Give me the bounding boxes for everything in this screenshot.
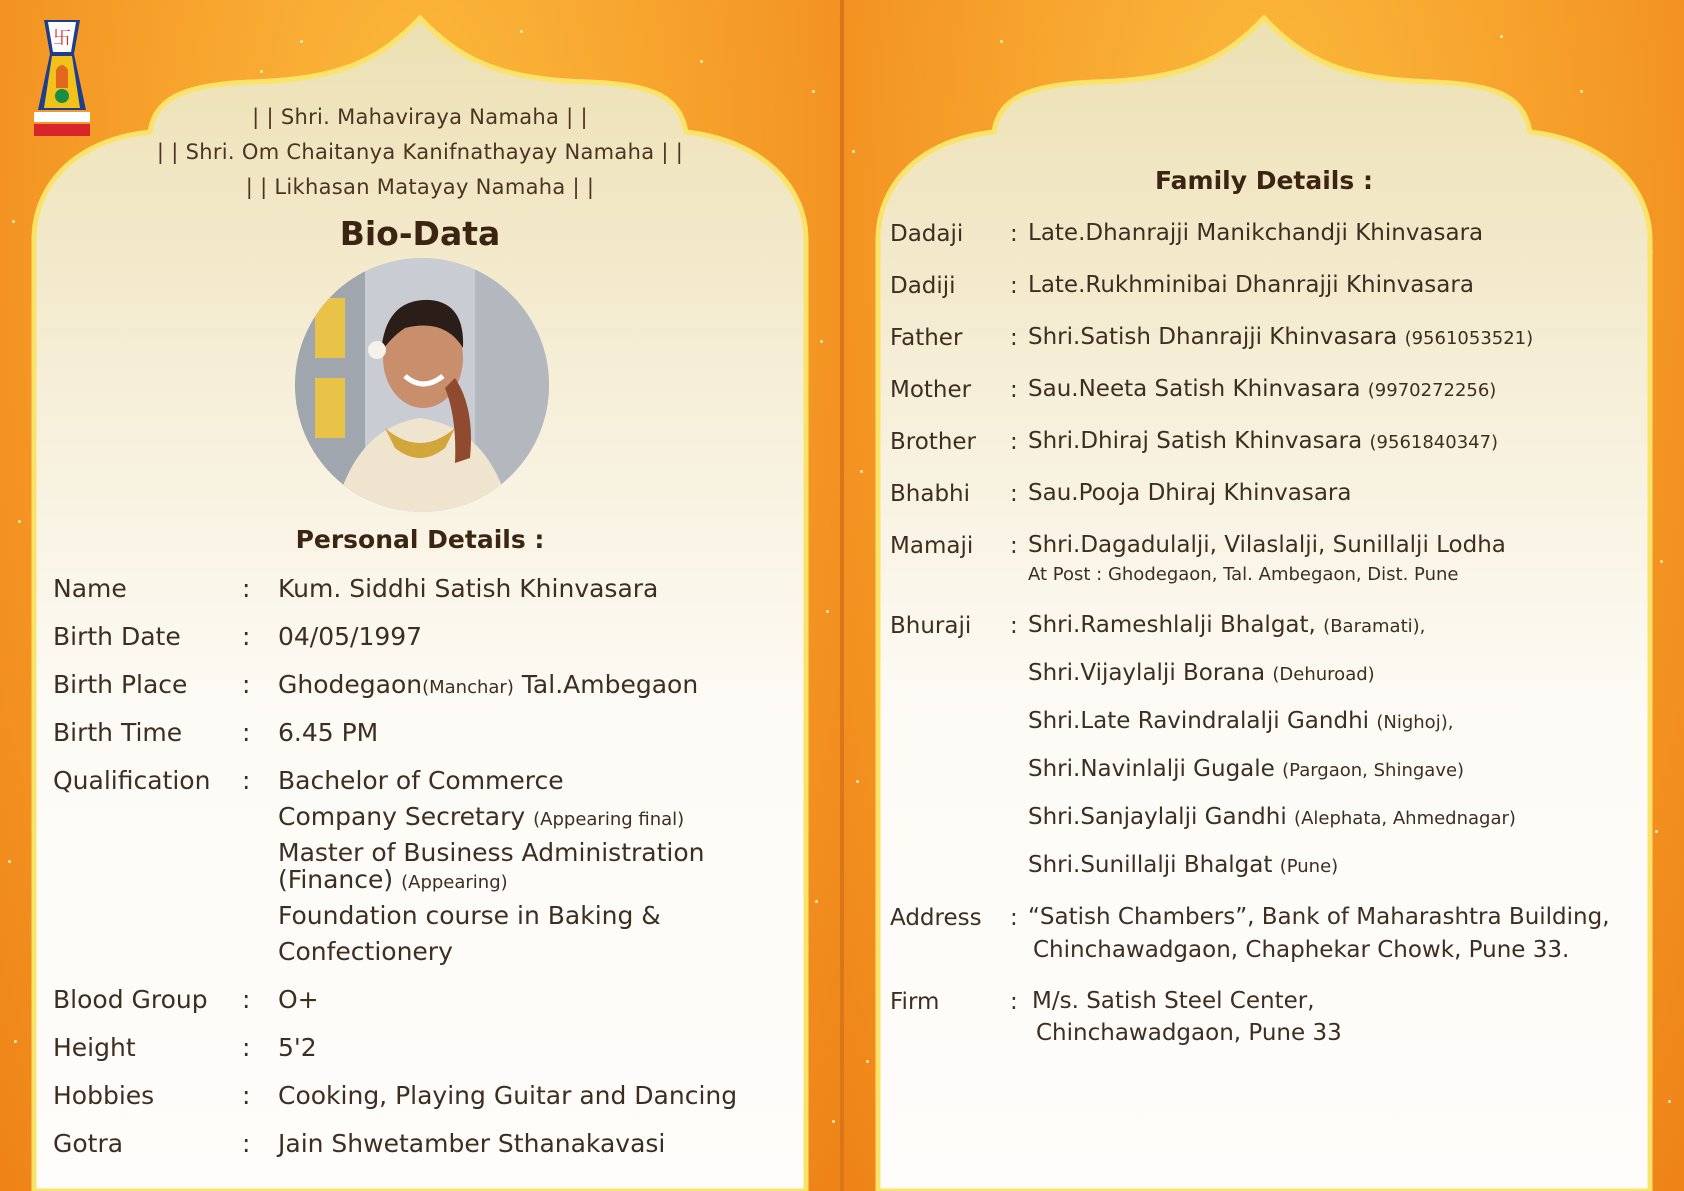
address-line-2: Chinchawadgaon, Chaphekar Chowk, Pune 33.: [1033, 937, 1570, 963]
colon: :: [1010, 221, 1018, 247]
bhuraji-name: Shri.Navinlalji Gugale: [1028, 756, 1275, 782]
bhuraji-name: Shri.Late Ravindralalji Gandhi: [1028, 708, 1370, 734]
bhabhi-name: Sau.Pooja Dhiraj Khinvasara: [1028, 480, 1352, 506]
bhuraji-name: Shri.Rameshlalji Bhalgat,: [1028, 612, 1316, 638]
firm-line-2: Chinchawadgaon, Pune 33: [1036, 1020, 1342, 1046]
colon: :: [242, 670, 251, 699]
dadiji-value: [1028, 271, 1474, 301]
dadaji-label: Dadaji: [890, 221, 964, 247]
personal-details-heading: Personal Details :: [295, 525, 545, 554]
colon: :: [242, 985, 251, 1014]
colon: :: [1010, 989, 1018, 1015]
bhuraji-place: (Nighoj),: [1376, 712, 1454, 733]
bhuraji-place: (Alephata, Ahmednagar): [1294, 808, 1516, 829]
mantra-line-2: | | Shri. Om Chaitanya Kanifnathayay Namaha | |: [156, 140, 684, 164]
colon: :: [1010, 377, 1018, 403]
address-label: Address: [890, 905, 982, 931]
portrait-photo: [295, 258, 549, 512]
colon: :: [1010, 481, 1018, 507]
brother-value: [1028, 427, 1498, 457]
bhuraji-name: Shri.Sanjaylalji Gandhi: [1028, 804, 1287, 830]
colon: :: [1010, 325, 1018, 351]
qualification-line-5: Foundation course in Baking &: [278, 901, 661, 930]
bhuraji-place: (Baramati),: [1323, 616, 1426, 637]
bhuraji-entry: [1028, 851, 1338, 881]
bhuraji-name: Shri.Sunillalji Bhalgat: [1028, 852, 1273, 878]
mother-phone: (9970272256): [1367, 380, 1497, 401]
birth-place-label: Birth Place: [53, 670, 188, 699]
dadaji-name: Late.Dhanrajji Manikchandji Khinvasara: [1028, 220, 1484, 246]
bhuraji-place: (Pargaon, Shingave): [1282, 760, 1465, 781]
father-phone: (9561053521): [1404, 328, 1534, 349]
colon: :: [242, 1129, 251, 1158]
bhabhi-label: Bhabhi: [890, 481, 971, 507]
mamaji-address: At Post : Ghodegaon, Tal. Ambegaon, Dist. Pune: [1028, 564, 1459, 585]
colon: :: [242, 718, 251, 747]
mother-value: [1028, 375, 1496, 405]
svg-text:卐: 卐: [53, 28, 71, 49]
bhuraji-entry: [1028, 659, 1375, 689]
bhuraji-entry: [1028, 707, 1453, 737]
colon: :: [1010, 905, 1018, 931]
qualification-line-2-note: (Appearing final): [533, 809, 685, 830]
qualification-line-4-note: (Appearing): [401, 872, 508, 893]
colon: :: [1010, 429, 1018, 455]
dadaji-value: [1028, 219, 1483, 249]
mother-name: Sau.Neeta Satish Khinvasara: [1028, 376, 1361, 402]
mamaji-label: Mamaji: [890, 533, 974, 559]
bhuraji-entry: [1028, 755, 1464, 785]
qualification-line-2-text: Company Secretary: [278, 802, 526, 831]
colon: :: [242, 1081, 251, 1110]
birth-place-main: Ghodegaon: [278, 670, 423, 699]
mother-label: Mother: [890, 377, 972, 403]
colon: :: [1010, 273, 1018, 299]
gotra-label: Gotra: [53, 1129, 124, 1158]
qualification-line-3: Master of Business Administration: [278, 838, 705, 867]
birth-date-label: Birth Date: [53, 622, 181, 651]
qualification-label: Qualification: [53, 766, 211, 795]
bhuraji-label: Bhuraji: [890, 613, 972, 639]
mantra-line-1: | | Shri. Mahaviraya Namaha | |: [252, 105, 588, 129]
hobbies-value: Cooking, Playing Guitar and Dancing: [278, 1081, 738, 1110]
dadiji-label: Dadiji: [890, 273, 956, 299]
bhuraji-place: (Pune): [1279, 856, 1339, 877]
address-line-1: “Satish Chambers”, Bank of Maharashtra Building,: [1028, 904, 1610, 930]
family-details-heading: Family Details :: [1155, 166, 1373, 195]
colon: :: [242, 574, 251, 603]
height-value: 5'2: [278, 1033, 317, 1062]
colon: :: [1010, 533, 1018, 559]
bhuraji-place: (Dehuroad): [1272, 664, 1375, 685]
father-name: Shri.Satish Dhanrajji Khinvasara: [1028, 324, 1398, 350]
qualification-line-6: Confectionery: [278, 937, 453, 966]
brother-name: Shri.Dhiraj Satish Khinvasara: [1028, 428, 1363, 454]
birth-date-value: 04/05/1997: [278, 622, 423, 651]
firm-line-1: M/s. Satish Steel Center,: [1032, 988, 1315, 1014]
bhuraji-name: Shri.Vijaylalji Borana: [1028, 660, 1266, 686]
father-label: Father: [890, 325, 963, 351]
brother-label: Brother: [890, 429, 977, 455]
qualification-line-4: [278, 865, 508, 895]
birth-time-value: 6.45 PM: [278, 718, 379, 747]
height-label: Height: [53, 1033, 136, 1062]
colon: :: [242, 1033, 251, 1062]
birth-time-label: Birth Time: [53, 718, 183, 747]
qualification-line-4-text: (Finance): [278, 865, 394, 894]
bhuraji-entry: [1028, 803, 1516, 833]
brother-phone: (9561840347): [1369, 432, 1499, 453]
hobbies-label: Hobbies: [53, 1081, 155, 1110]
birth-place-value: [278, 670, 698, 700]
father-value: [1028, 323, 1533, 353]
qualification-line-1: Bachelor of Commerce: [278, 766, 564, 795]
biodata-title: Bio-Data: [339, 214, 501, 253]
mantra-line-3: | | Likhasan Matayay Namaha | |: [245, 175, 595, 199]
colon: :: [1010, 613, 1018, 639]
birth-place-note: (Manchar): [422, 677, 514, 698]
jain-emblem-icon: [30, 14, 94, 138]
colon: :: [242, 766, 251, 795]
name-label: Name: [53, 574, 127, 603]
name-value: Kum. Siddhi Satish Khinvasara: [278, 574, 659, 603]
gotra-value: Jain Shwetamber Sthanakavasi: [278, 1129, 666, 1158]
blood-group-label: Blood Group: [53, 985, 208, 1014]
blood-group-value: O+: [278, 985, 319, 1014]
qualification-line-2: [278, 802, 684, 832]
bhuraji-entry: [1028, 611, 1425, 641]
firm-label: Firm: [890, 989, 940, 1015]
birth-place-taluka: Tal.Ambegaon: [513, 670, 699, 699]
dadiji-name: Late.Rukhminibai Dhanrajji Khinvasara: [1028, 272, 1474, 298]
bhabhi-value: [1028, 479, 1351, 509]
colon: :: [242, 622, 251, 651]
mamaji-value: Shri.Dagadulalji, Vilaslalji, Sunillalji Lodha: [1028, 532, 1506, 558]
